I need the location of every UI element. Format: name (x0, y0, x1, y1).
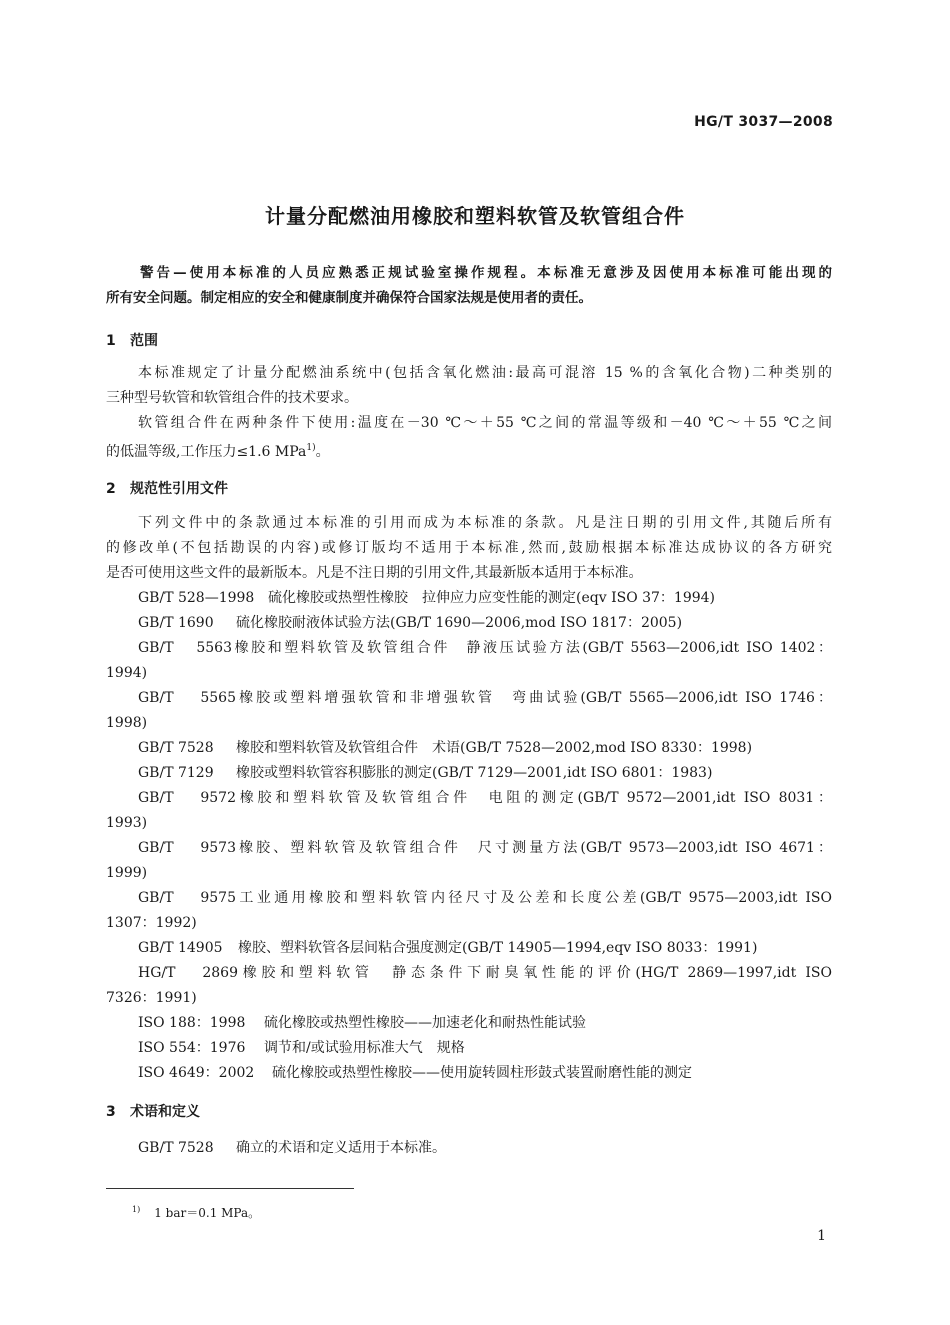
section-title: 术语和定义 (130, 1104, 200, 1120)
reference-item (106, 886, 832, 936)
text-line: 是否可使用这些文件的最新版本。凡是不注日期的引用文件,其最新版本适用于本标准。 (106, 565, 643, 581)
section-number: 1 (106, 333, 116, 349)
reference-title: 硫化橡胶或热塑性橡胶——加速老化和耐热性能试验 (264, 1015, 586, 1031)
section-title: 范围 (130, 333, 158, 349)
reference-item (106, 961, 832, 1011)
reference-code: GB/T 9573 (138, 840, 236, 856)
reference-title: 橡胶或塑料增强软管和非增强软管 弯曲试验(GB/T 5565—2006,idt ISO 1746： (236, 690, 832, 706)
reference-title: 橡胶、塑料软管及软管组合件 尺寸测量方法(GB/T 9573—2003,idt ISO 4671： (236, 840, 832, 856)
reference-item (106, 761, 832, 786)
reference-item (106, 936, 832, 961)
reference-code: GB/T 14905 (138, 940, 223, 956)
reference-continuation: 1994) (106, 665, 148, 681)
reference-continuation: 1993) (106, 815, 148, 831)
standard-code: HG/T 3037—2008 (694, 114, 833, 130)
text-fragment: 的低温等级,工作压力≤1.6 MPa (106, 444, 307, 460)
text-line: 下列文件中的条款通过本标准的引用而成为本标准的条款。凡是注日期的引用文件,其随后所有 (138, 515, 832, 531)
reference-title: 橡胶或塑料软管容积膨胀的测定(GB/T 7129—2001,idt ISO 6801：1983) (236, 765, 713, 781)
scope-paragraph-1 (106, 361, 832, 411)
reference-code: GB/T 7129 (138, 765, 214, 781)
section-2-heading (106, 478, 228, 498)
terms-text: 确立的术语和定义适用于本标准。 (236, 1140, 446, 1156)
footnote-mark: 1) (132, 1205, 141, 1214)
reference-item (106, 586, 832, 611)
reference-code: GB/T 9572 (138, 790, 236, 806)
reference-continuation: 1307：1992) (106, 915, 197, 931)
page-number: 1 (817, 1228, 826, 1244)
reference-code: HG/T 2869 (138, 965, 238, 981)
terms-paragraph (106, 1136, 832, 1161)
reference-title: 调节和/或试验用标准大气 规格 (264, 1040, 465, 1056)
reference-code: GB/T 5565 (138, 690, 236, 706)
reference-code: GB/T 7528 (138, 1140, 214, 1156)
reference-title: 硫化橡胶耐液体试验方法(GB/T 1690—2006,mod ISO 1817：2005) (236, 615, 683, 631)
reference-item (106, 736, 832, 761)
reference-title: 橡胶和塑料软管及软管组合件 电阻的测定(GB/T 9572—2001,idt ISO 8031： (236, 790, 832, 806)
section-number: 2 (106, 481, 116, 497)
reference-item (106, 686, 832, 736)
section-number: 3 (106, 1104, 116, 1120)
reference-continuation: 1999) (106, 865, 148, 881)
section-3-heading (106, 1101, 200, 1121)
reference-code: GB/T 1690 (138, 615, 214, 631)
reference-item (106, 1011, 832, 1036)
reference-code: GB/T 9575 (138, 890, 236, 906)
reference-code: ISO 554：1976 (138, 1040, 246, 1056)
reference-title: 橡胶和塑料软管及软管组合件 术语(GB/T 7528—2002,mod ISO 8330：1998) (236, 740, 753, 756)
reference-code: GB/T 528—1998 (138, 590, 255, 606)
reference-item (106, 786, 832, 836)
footnote-text: 1 bar＝0.1 MPa。 (154, 1206, 261, 1220)
reference-item (106, 636, 832, 686)
warning-paragraph (106, 261, 832, 311)
text-fragment: 。 (315, 444, 330, 460)
document-title: 计量分配燃油用橡胶和塑料软管及软管组合件 (265, 204, 685, 228)
footnote (132, 1204, 260, 1221)
reference-title: 橡胶和塑料软管 静态条件下耐臭氧性能的评价(HG/T 2869—1997,idt ISO (238, 965, 832, 981)
section-title: 规范性引用文件 (130, 481, 228, 497)
reference-continuation: 1998) (106, 715, 148, 731)
scope-paragraph-2 (106, 411, 832, 465)
footnote-reference: 1) (306, 443, 316, 453)
text-line: 三种型号软管和软管组合件的技术要求。 (106, 390, 358, 406)
references-intro-paragraph (106, 511, 832, 586)
section-1-heading (106, 330, 158, 350)
text-line: 软管组合件在两种条件下使用:温度在－30 ℃～＋55 ℃之间的常温等级和－40 ℃～＋55 ℃之间 (138, 415, 832, 431)
reference-item (106, 611, 832, 636)
reference-code: GB/T 5563 (138, 640, 232, 656)
warning-line-2: 所有安全问题。制定相应的安全和健康制度并确保符合国家法规是使用者的责任。 (106, 290, 592, 306)
reference-item (106, 836, 832, 886)
text-line: 本标准规定了计量分配燃油系统中(包括含氧化燃油:最高可混溶 15 %的含氧化合物)二种类别的 (138, 365, 832, 381)
reference-code: ISO 4649：2002 (138, 1065, 255, 1081)
reference-item (106, 1036, 832, 1061)
reference-title: 橡胶、塑料软管各层间粘合强度测定(GB/T 14905—1994,eqv ISO 8033：1991) (238, 940, 758, 956)
warning-line-1: 警告—使用本标准的人员应熟悉正规试验室操作规程。本标准无意涉及因使用本标准可能出现的 (140, 265, 832, 281)
reference-code: GB/T 7528 (138, 740, 214, 756)
reference-title: 工业通用橡胶和塑料软管内径尺寸及公差和长度公差(GB/T 9575—2003,idt ISO (236, 890, 832, 906)
reference-item (106, 1061, 832, 1086)
text-line: 的修改单(不包括勘误的内容)或修订版均不适用于本标准,然而,鼓励根据本标准达成协议的各方研究 (106, 540, 832, 556)
reference-continuation: 7326：1991) (106, 990, 197, 1006)
reference-title: 硫化橡胶或热塑性橡胶——使用旋转圆柱形鼓式装置耐磨性能的测定 (272, 1065, 692, 1081)
reference-code: ISO 188：1998 (138, 1015, 246, 1031)
text-line (106, 436, 832, 465)
footnote-divider (106, 1188, 354, 1189)
reference-title: 橡胶和塑料软管及软管组合件 静液压试验方法(GB/T 5563—2006,idt ISO 1402： (232, 640, 832, 656)
reference-title: 硫化橡胶或热塑性橡胶 拉伸应力应变性能的测定(eqv ISO 37：1994) (268, 590, 716, 606)
